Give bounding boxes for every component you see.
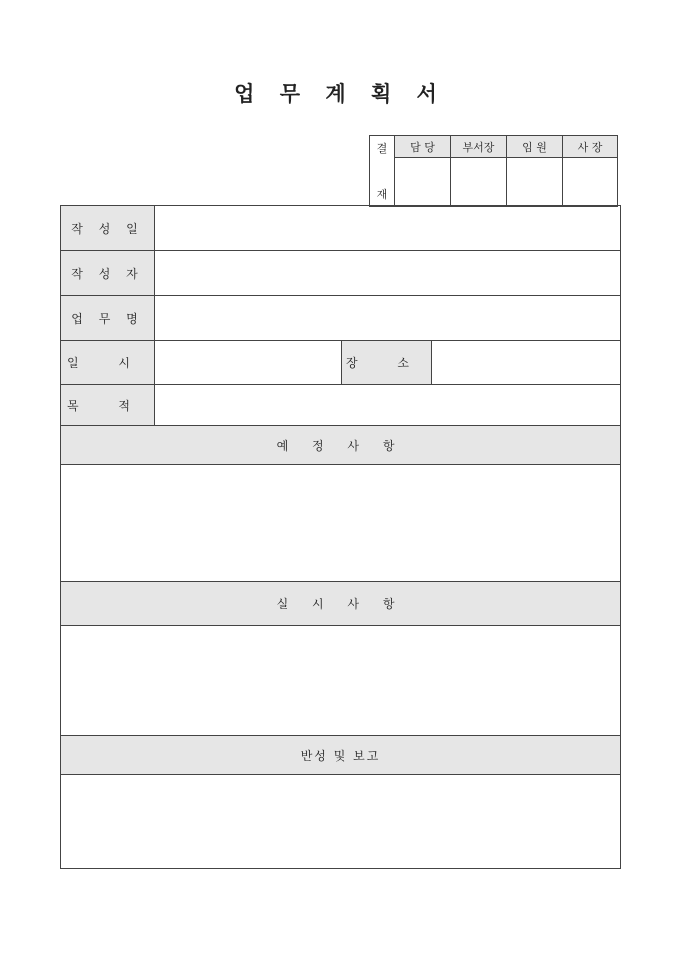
approval-header-staff: 담 당 xyxy=(395,136,451,158)
purpose-label: 목 적 xyxy=(61,385,155,426)
approval-header-president: 사 장 xyxy=(563,136,618,158)
approval-side-label xyxy=(370,136,395,207)
datetime-label: 일 시 xyxy=(61,341,155,385)
planned-items-area[interactable] xyxy=(61,465,621,582)
date-field[interactable] xyxy=(155,206,621,251)
planned-items-header: 예 정 사 항 xyxy=(61,426,621,465)
author-field[interactable] xyxy=(155,251,621,296)
approval-label-bottom: 재 xyxy=(376,188,388,201)
approval-label-top: 결 xyxy=(376,142,388,155)
approval-header-dept-head: 부서장 xyxy=(451,136,507,158)
approval-header-executive: 임 원 xyxy=(507,136,563,158)
approval-box xyxy=(369,135,618,207)
document-title: 업 무 계 획 서 xyxy=(234,81,446,106)
signature-cell-dept-head[interactable] xyxy=(451,158,507,207)
signature-cell-executive[interactable] xyxy=(507,158,563,207)
purpose-field[interactable] xyxy=(155,385,621,426)
date-label: 작 성 일 xyxy=(61,206,155,251)
signature-cell-staff[interactable] xyxy=(395,158,451,207)
executed-items-area[interactable] xyxy=(61,626,621,736)
place-label: 장 소 xyxy=(342,341,432,385)
review-report-header: 반성 및 보고 xyxy=(61,736,621,775)
review-report-area[interactable] xyxy=(61,775,621,869)
task-name-field[interactable] xyxy=(155,296,621,341)
signature-cell-president[interactable] xyxy=(563,158,618,207)
author-label: 작 성 자 xyxy=(61,251,155,296)
task-name-label: 업 무 명 xyxy=(61,296,155,341)
datetime-field[interactable] xyxy=(155,341,342,385)
place-field[interactable] xyxy=(432,341,621,385)
plan-form xyxy=(60,205,621,869)
executed-items-header: 실 시 사 항 xyxy=(61,582,621,626)
